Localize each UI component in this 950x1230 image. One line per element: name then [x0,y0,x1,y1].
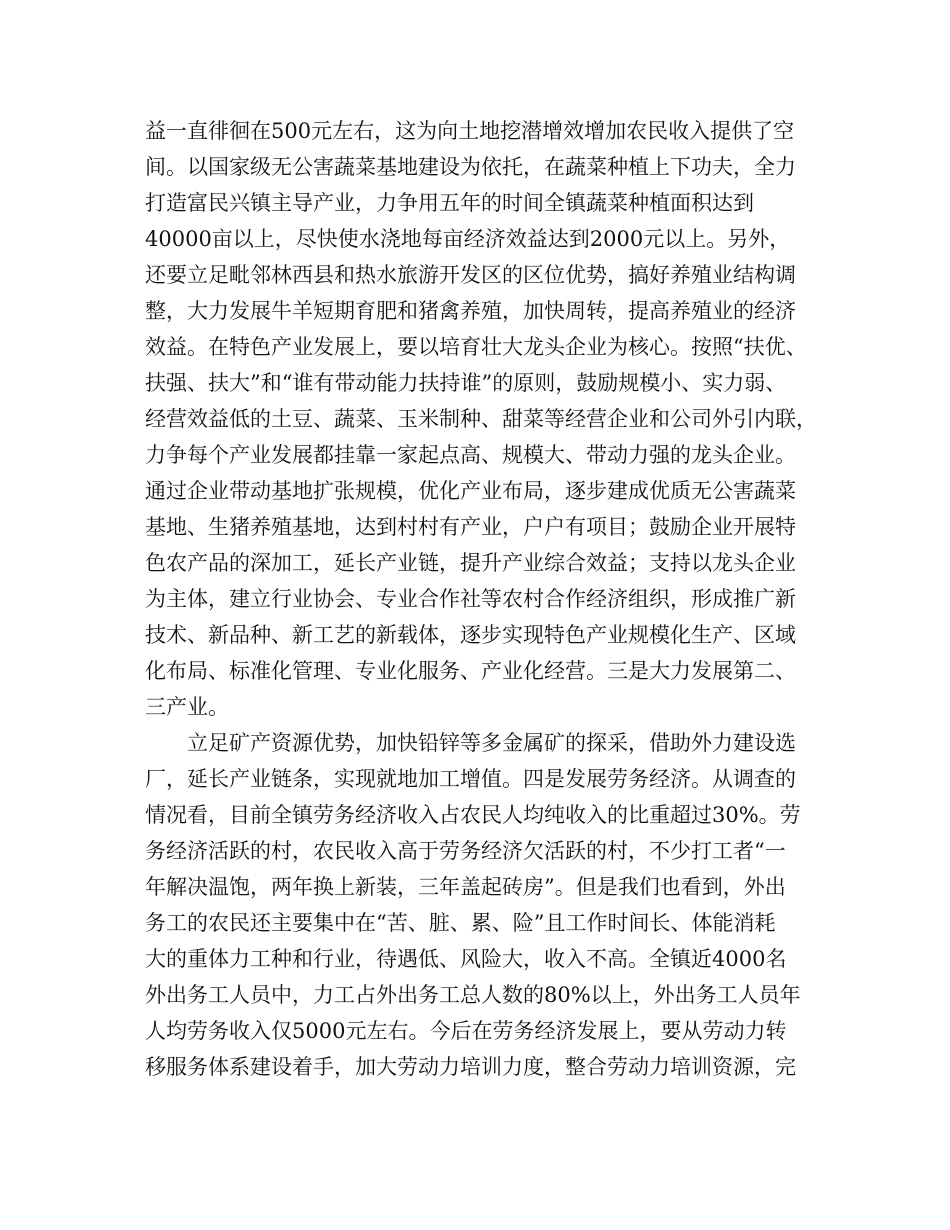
text-line: 力争每个产业发展都挂靠一家起点高、规模大、带动力强的龙头企业。 [145,443,796,467]
text-line: 通过企业带动基地扩张规模，优化产业布局，逐步建成优质无公害蔬菜 [145,479,796,503]
text-line: 基地、生猪养殖基地，达到村村有产业，户户有项目；鼓励企业开展特 [145,515,796,539]
text-line: 外出务工人员中，力工占外出务工总人数的80%以上，外出务工人员年 [145,983,801,1007]
text-line: 经营效益低的土豆、蔬菜、玉米制种、甜菜等经营企业和公司外引内联， [145,407,817,431]
text-line: 务经济活跃的村，农民收入高于劳务经济欠活跃的村，不少打工者“一 [145,839,786,863]
text-line: 打造富民兴镇主导产业，力争用五年的时间全镇蔬菜种植面积达到 [145,191,754,215]
text-line: 色农产品的深加工，延长产业链，提升产业综合效益；支持以龙头企业 [145,551,796,575]
text-line: 年解决温饱，两年换上新装，三年盖起砖房”。但是我们也看到，外出 [145,875,786,899]
text-line: 整，大力发展牛羊短期育肥和猪禽养殖，加快周转，提高养殖业的经济 [145,299,796,323]
text-line: 大的重体力工种和行业，待遇低、风险大，收入不高。全镇近4000名 [145,947,787,971]
text-line: 务工的农民还主要集中在“苦、脏、累、险”且工作时间长、体能消耗 [145,911,776,935]
text-line: 人均劳务收入仅5000元左右。今后在劳务经济发展上，要从劳动力转 [145,1019,787,1043]
text-line: 还要立足毗邻林西县和热水旅游开发区的区位优势，搞好养殖业结构调 [145,263,796,287]
text-line: 厂，延长产业链条，实现就地加工增值。四是发展劳务经济。从调查的 [145,767,796,791]
text-line: 扶强、扶大”和“谁有带动能力扶持谁”的原则，鼓励规模小、实力弱、 [145,371,787,395]
text-line: 间。以国家级无公害蔬菜基地建设为依托，在蔬菜种植上下功夫，全力 [145,155,796,179]
paragraph-first-line: 立足矿产资源优势，加快铅锌等多金属矿的探采，借助外力建设选 [187,731,796,755]
text-line: 40000亩以上，尽快使水浇地每亩经济效益达到2000元以上。另外， [145,227,791,251]
text-line: 化布局、标准化管理、专业化服务、产业化经营。三是大力发展第二、 [145,659,796,683]
text-line: 情况看，目前全镇劳务经济收入占农民人均纯收入的比重超过30%。劳 [145,803,801,827]
text-line: 益一直徘徊在500元左右，这为向土地挖潜增效增加农民收入提供了空 [145,119,795,143]
text-line: 效益。在特色产业发展上，要以培育壮大龙头企业为核心。按照“扶优、 [145,335,807,359]
text-line: 移服务体系建设着手，加大劳动力培训力度，整合劳动力培训资源，完 [145,1055,796,1079]
text-line: 技术、新品种、新工艺的新载体，逐步实现特色产业规模化生产、区域 [145,623,796,647]
text-line: 为主体，建立行业协会、专业合作社等农村合作经济组织，形成推广新 [145,587,796,611]
text-line: 三产业。 [145,695,229,719]
